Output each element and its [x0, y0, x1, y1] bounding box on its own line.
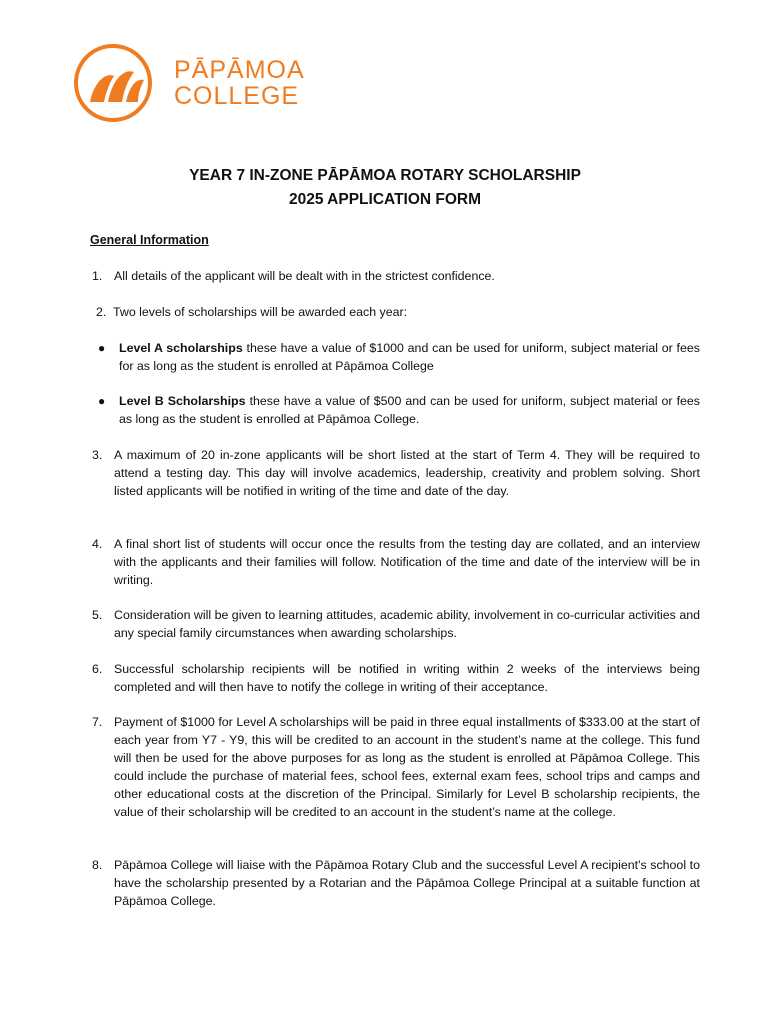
list-item	[92, 267, 700, 285]
college-emblem-icon	[72, 42, 168, 124]
list-item	[92, 535, 700, 589]
level-name: Level A scholarships	[119, 341, 243, 355]
college-name-line2: COLLEGE	[174, 82, 300, 110]
item-number: 3.	[92, 448, 103, 462]
list-item	[92, 660, 700, 696]
section-heading: General Information	[90, 233, 209, 247]
item-number: 1.	[92, 269, 103, 283]
item-number: 2.	[96, 305, 107, 319]
level-name: Level B Scholarships	[119, 394, 246, 408]
item-text: All details of the applicant will be dealt with in the strictest confidence.	[114, 269, 495, 283]
college-name	[174, 58, 305, 109]
item-text: Two levels of scholarships will be awarded each year:	[113, 305, 408, 319]
list-item-level-a	[98, 339, 700, 375]
item-text: A maximum of 20 in-zone applicants will be short listed at the start of Term 4. They will be required to attend a testing day. This day will involve academics, leadership, creativity and problem solving. Short listed applicants will be notified in writing of the time and date of the day.	[114, 448, 700, 498]
college-logo	[72, 42, 312, 124]
list-item	[96, 303, 704, 321]
item-text: Consideration will be given to learning attitudes, academic ability, involvement in co-curricular activities and any special family circumstances when awarding scholarships.	[114, 608, 700, 640]
bullet-icon: ●	[98, 341, 106, 355]
item-number: 4.	[92, 537, 103, 551]
item-number: 8.	[92, 858, 103, 872]
form-title-line1: YEAR 7 IN-ZONE PĀPĀMOA ROTARY SCHOLARSHIP	[189, 167, 581, 184]
list-item	[92, 606, 700, 642]
item-text: Pāpāmoa College will liaise with the Pāpāmoa Rotary Club and the successful Level A recipient's school to have the scholarship presented by a Rotarian and the Pāpāmoa College Principal at a suitable function at Pāpāmoa College.	[114, 858, 700, 908]
form-title-line2: 2025 APPLICATION FORM	[288, 191, 482, 208]
item-number: 7.	[92, 715, 103, 729]
item-text: A final short list of students will occur once the results from the testing day are collated, and an interview with the applicants and their families will follow. Notification of the time and date of the interview will be in writing.	[114, 537, 700, 587]
bullet-icon: ●	[98, 394, 106, 408]
list-item-level-b	[98, 392, 700, 428]
form-title	[0, 164, 770, 212]
item-text: Successful scholarship recipients will be notified in writing within 2 weeks of the interviews being completed and will then have to notify the college in writing of their acceptance.	[114, 662, 700, 694]
college-name-line1: PĀPĀMOA	[174, 56, 305, 84]
list-item	[92, 856, 700, 910]
level-text: these have a value of $500 and can be used for uniform, subject material or fees as long as the student is enrolled at Pāpāmoa College.	[119, 394, 700, 426]
level-text: these have a value of $1000 and can be used for uniform, subject material or fees for as long as the student is enrolled at Pāpāmoa College	[119, 341, 700, 373]
list-item	[92, 446, 700, 500]
item-number: 5.	[92, 608, 103, 622]
item-number: 6.	[92, 662, 103, 676]
item-text: Payment of $1000 for Level A scholarships will be paid in three equal installments of $333.00 at the start of each year from Y7 - Y9, this will be credited to an account in the student’s name at the college. This fund will then be used for the above purposes for as long as the student is enrolled at Pāpāmoa College. This could include the purchase of material fees, school fees, external exam fees, school trips and camps and other educational costs at the discretion of the Principal. Similarly for Level B scholarship recipients, the value of their scholarship will be credited to an account in the student’s name at the college.	[114, 715, 700, 819]
list-item	[92, 713, 700, 821]
